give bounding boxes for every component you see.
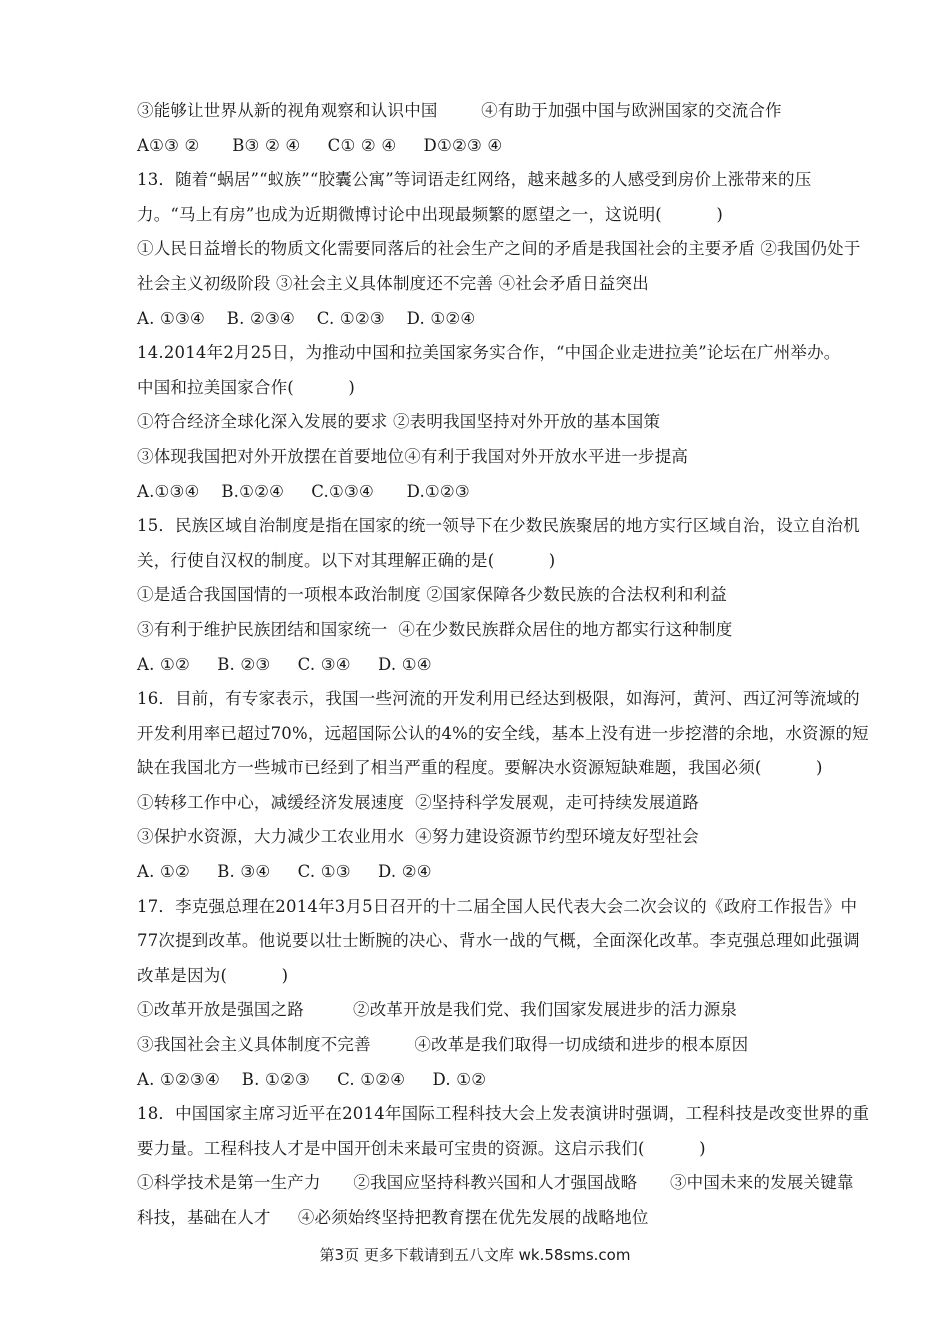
question-13-line: 力。“马上有房”也成为近期微博讨论中出现最频繁的愿望之一，这说明( )	[137, 204, 723, 224]
option-line: ①符合经济全球化深入发展的要求 ②表明我国坚持对外开放的基本国策	[137, 412, 661, 432]
answer-options: A. ①③④ B. ②③④ C. ①②③ D. ①②④	[137, 308, 476, 328]
question-13-line: 13．随着“蜗居”“蚁族”“胶囊公寓”等词语走红网络，越来越多的人感受到房价上涨带来的压	[137, 170, 812, 190]
question-17-line: 17．李克强总理在2014年3月5日召开的十二届全国人民代表大会二次会议的《政府工作报告》中	[137, 896, 858, 916]
text-line: ③能够让世界从新的视角观察和认识中国 ④有助于加强中国与欧洲国家的交流合作	[137, 101, 782, 120]
question-16-line: 16．目前，有专家表示，我国一些河流的开发利用已经达到极限，如海河，黄河、西辽河等流域的	[137, 689, 860, 709]
question-17-line: 改革是因为( )	[137, 965, 289, 985]
question-16-line: 开发利用率已超过70%，远超国际公认的4%的安全线，基本上没有进一步挖潜的余地，水资源的短	[137, 723, 869, 743]
option-line: 科技，基础在人才 ④必须始终坚持把教育摆在优先发展的战略地位	[137, 1208, 649, 1227]
question-18-line: 18．中国国家主席习近平在2014年国际工程科技大会上发表演讲时强调，工程科技是改变世界的重	[137, 1104, 870, 1124]
option-line: ①是适合我国国情的一项根本政治制度 ②国家保障各少数民族的合法权利和利益	[137, 585, 727, 605]
question-17-line: 77次提到改革。他说要以壮士断腕的决心、背水一战的气概，全面深化改革。李克强总理如此强调	[137, 931, 860, 951]
question-14-line: 中国和拉美国家合作( )	[137, 377, 356, 397]
question-15-line: 15．民族区域自治制度是指在国家的统一领导下在少数民族聚居的地方实行区域自治，设立自治机	[137, 516, 860, 536]
option-line: ①改革开放是强国之路 ②改革开放是我们党、我们国家发展进步的活力源泉	[137, 1000, 738, 1020]
page-footer: 第3页 更多下载请到五八文库 wk.58sms.com	[319, 1246, 631, 1264]
option-line: ③我国社会主义具体制度不完善 ④改革是我们取得一切成绩和进步的根本原因	[137, 1035, 749, 1055]
question-18-line: 要力量。工程科技人才是中国开创未来最可宝贵的资源。这启示我们( )	[137, 1138, 706, 1158]
option-line: ①人民日益增长的物质文化需要同落后的社会生产之间的矛盾是我国社会的主要矛盾 ②我国仍处于	[137, 239, 861, 259]
question-14-line: 14.2014年2月25日，为推动中国和拉美国家务实合作，“中国企业走进拉美”论坛在广州举办。	[137, 343, 841, 363]
option-line: ①转移工作中心，减缓经济发展速度 ②坚持科学发展观，走可持续发展道路	[137, 792, 699, 812]
question-15-line: 关，行使自汉权的制度。以下对其理解正确的是( )	[137, 550, 556, 570]
option-line: ①科学技术是第一生产力 ②我国应坚持科教兴国和人才强国战略 ③中国未来的发展关键靠	[137, 1173, 854, 1193]
answer-options: A. ①② B. ②③ C. ③④ D. ①④	[137, 654, 432, 674]
page-content	[137, 94, 872, 1236]
answer-options: A.①③④ B.①②④ C.①③④ D.①②③	[137, 481, 470, 501]
answer-options: A. ①② B. ③④ C. ①③ D. ②④	[137, 862, 432, 882]
option-line: ③有利于维护民族团结和国家统一 ④在少数民族群众居住的地方都实行这种制度	[137, 619, 733, 639]
option-line: 社会主义初级阶段 ③社会主义具体制度还不完善 ④社会矛盾日益突出	[137, 273, 649, 293]
option-line: ③体现我国把对外开放摆在首要地位④有利于我国对外开放水平进一步提高	[137, 446, 689, 466]
question-16-line: 缺在我国北方一些城市已经到了相当严重的程度。要解决水资源短缺难题，我国必须( )	[137, 758, 823, 778]
option-line: ③保护水资源，大力减少工农业用水 ④努力建设资源节约型环境友好型社会	[137, 827, 699, 847]
answer-options: A. ①②③④ B. ①②③ C. ①②④ D. ①②	[137, 1069, 487, 1089]
answer-options: A①③ ② B③ ② ④ C① ② ④ D①②③ ④	[137, 135, 503, 155]
